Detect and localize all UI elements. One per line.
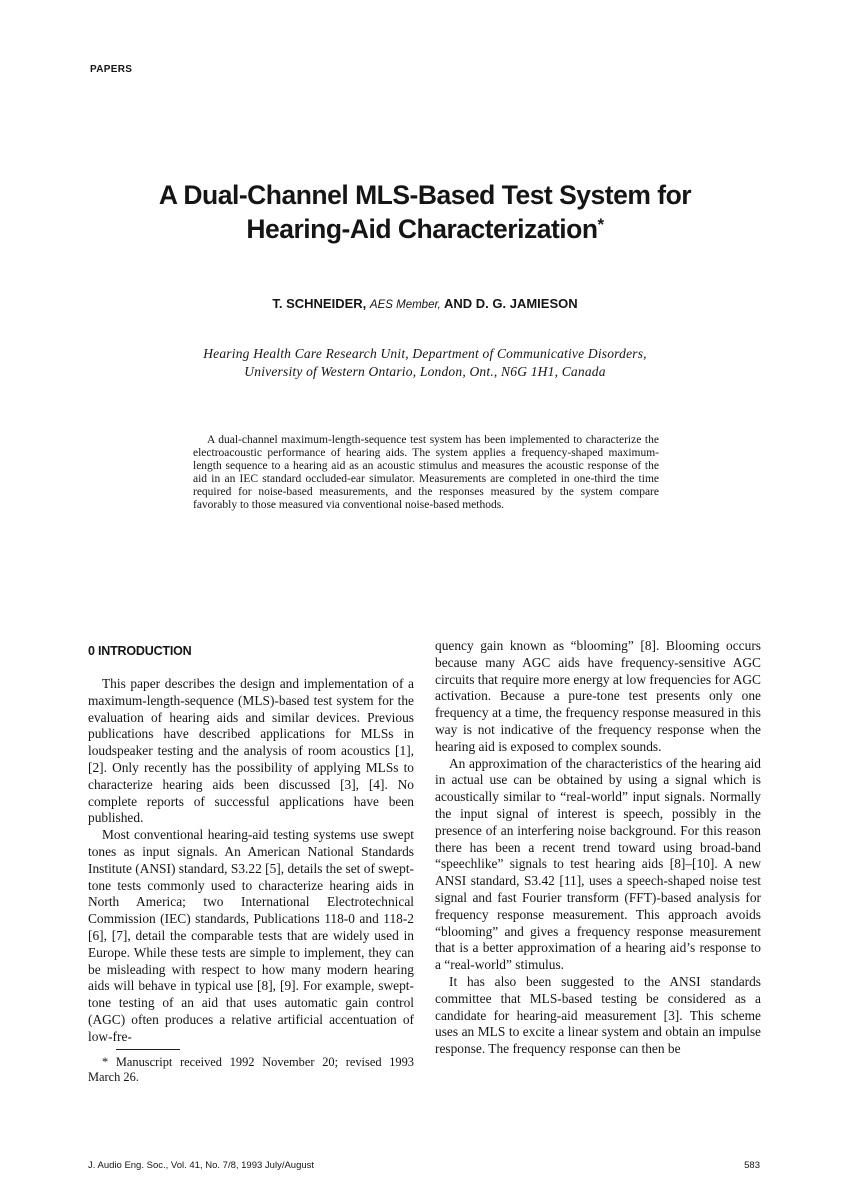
- title-footnote-mark: *: [597, 215, 604, 234]
- paragraph: Most conventional hearing-aid testing systems use swept tones as input signals. An American National Standards Institute (ANSI) standard, S3.22 [5], details the set of swept-tone tests commonly used to characterize hearing aids in North America; two International Electrotechnical Commission (IEC) standards, Publications 118-0 and 118-2 [6], [7], detail the comparable tests that are widely used in Europe. While these tests are simple to implement, they can be misleading with respect to how many modern hearing aids will behave in typical use [8], [9]. For example, swept-tone testing of an aid that uses automatic gain control (AGC) often produces a relative artificial accentuation of low-fre-: [88, 827, 414, 1044]
- paragraph: It has also been suggested to the ANSI standards committee that MLS-based testing be considered as a candidate for hearing-aid measurement [3]. This scheme uses an MLS to excite a linear system and obtain an impulse response. The frequency response can then be: [435, 973, 761, 1057]
- author-1: T. SCHNEIDER,: [272, 296, 367, 311]
- paragraph: This paper describes the design and implementation of a maximum-length-sequence (MLS)-based test system for the evaluation of hearing aids and similar devices. Previous publications have described applications for MLSs in loudspeaker testing and the analysis of room acoustics [1], [2]. Only recently has the possibility of applying MLSs to characterize hearing aids been discussed [3], [4]. No complete reports of successful applications have been published.: [88, 676, 414, 826]
- authors: [60, 296, 790, 311]
- affiliation-line-1: Hearing Health Care Research Unit, Department of Communicative Disorders,: [203, 346, 647, 361]
- title-line-1: A Dual-Channel MLS-Based Test System for: [158, 180, 692, 210]
- author-1-role: AES Member,: [369, 299, 441, 311]
- section-label: PAPERS: [90, 64, 133, 75]
- journal-citation: J. Audio Eng. Soc., Vol. 41, No. 7/8, 1993 July/August: [88, 1160, 315, 1171]
- paragraph: An approximation of the characteristics of the hearing aid in actual use can be obtained by using a signal which is acoustically similar to “real-world” input signals. Normally the input signal of interest is speech, possibly in the presence of an interfering noise background. For this reason there has been a recent trend toward using broad-band “speechlike” signals to test hearing aids [8]–[10]. A new ANSI standard, S3.42 [11], uses a speech-shaped noise test signal and fast Fourier transform (FFT)-based analysis for frequency response measurement. This approach avoids “blooming” and gives a frequency response measurement that is a better approximation of a hearing aid’s response to a “real-world” stimulus.: [435, 755, 761, 973]
- affiliation: [60, 345, 790, 381]
- left-column: [88, 644, 414, 1046]
- section-heading: 0 INTRODUCTION: [88, 644, 192, 658]
- paper-title: [60, 178, 790, 246]
- footnote-rule: [116, 1049, 180, 1050]
- right-column: [435, 638, 761, 1058]
- title-line-2-text: Hearing-Aid Characterization: [246, 214, 598, 244]
- footnote: * Manuscript received 1992 November 20; revised 1993 March 26.: [88, 1055, 414, 1084]
- title-line-2: [60, 212, 790, 246]
- abstract: A dual-channel maximum-length-sequence test system has been implemented to characterize the electroacoustic performance of hearing aids. The system applies a frequency-shaped maximum-length sequence to a hearing aid as an acoustic stimulus and measures the acoustic response of the aid in an IEC standard occluded-ear simulator. Measurements are completed in one-third the time required for noise-based measurements, and the responses measured by the system compare favorably to those measured via conventional noise-based methods.: [193, 434, 659, 512]
- paragraph: quency gain known as “blooming” [8]. Blooming occurs because many AGC aids have frequency-sensitive AGC circuits that require more energy at low frequencies for AGC activation. Because a pure-tone test presents only one frequency at a time, the frequency response measured in this way is not indicative of the frequency response when the hearing aid is exposed to complex sounds.: [435, 638, 761, 754]
- page-number: 583: [744, 1160, 760, 1171]
- affiliation-line-2: University of Western Ontario, London, Ont., N6G 1H1, Canada: [244, 364, 606, 379]
- author-2: AND D. G. JAMIESON: [444, 296, 578, 311]
